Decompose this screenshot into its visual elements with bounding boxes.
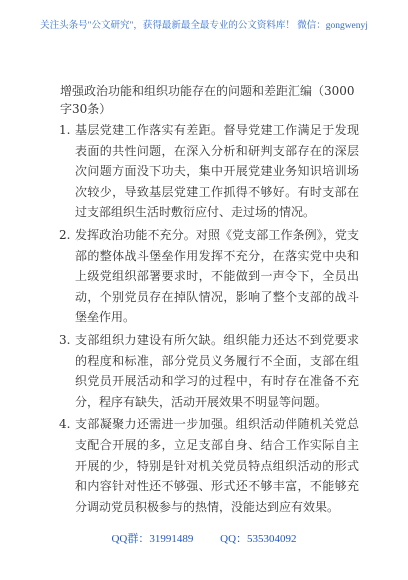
- list-item-number: 1.: [59, 123, 71, 137]
- list-item: [59, 330, 359, 412]
- footer-qq-number: QQ：535304092: [220, 533, 297, 545]
- document-title: 增强政治功能和组织功能存在的问题和差距汇编（3000字30条）: [60, 84, 355, 116]
- list-item: [59, 414, 359, 517]
- footer-qq-group: QQ群：31991489: [111, 533, 194, 545]
- list-item-number: 4.: [59, 417, 71, 432]
- list-item: [59, 225, 359, 328]
- list-item-number: 3.: [59, 332, 71, 347]
- list-item-number: 2.: [59, 227, 71, 242]
- list-item-text: 支部凝聚力还需进一步加强。组织活动伴随机关党总支配合开展的多，立足支部自身、结合工作实际自主开展的少，特别是针对机关党员特点组织活动的形式和内容针对性还不够强、形式还不够丰富，不能够充分调动党员积极参与的热情，没能达到应有效果。: [75, 417, 359, 514]
- list-item-text: 发挥政治功能不充分。对照《党支部工作条例》，党支部的整体战斗堡垒作用发挥不充分，在落实党中央和上级党组织部署要求时，不能做到一声令下，全员出动，个别党员存在掉队情况，影响了整个支部的战斗堡垒作用。: [75, 227, 359, 325]
- header-banner: 关注头条号"公文研究"，获得最新最全最专业的公文资料库！ 微信：gongwenyj: [40, 21, 368, 31]
- footer-contact: [0, 530, 408, 546]
- list-item-text: 支部组织力建设有所欠缺。组织能力还达不到党要求的程度和标准，部分党员义务履行不全面，支部在组织党员开展活动和学习的过程中，有时存在准备不充分，程序有缺失，活动开展效果不明显等问题。: [75, 332, 359, 409]
- issue-list: [59, 120, 359, 519]
- list-item-text: 基层党建工作落实有差距。督导党建工作满足于发现表面的共性问题，在深入分析和研判支部存在的深层次问题方面没下功夫，集中开展党建业务知识培训场次较少，导致基层党建工作抓得不够好。有时支部在过支部组织生活时敷衍应付、走过场的情况。: [75, 123, 359, 220]
- list-item: [59, 120, 359, 223]
